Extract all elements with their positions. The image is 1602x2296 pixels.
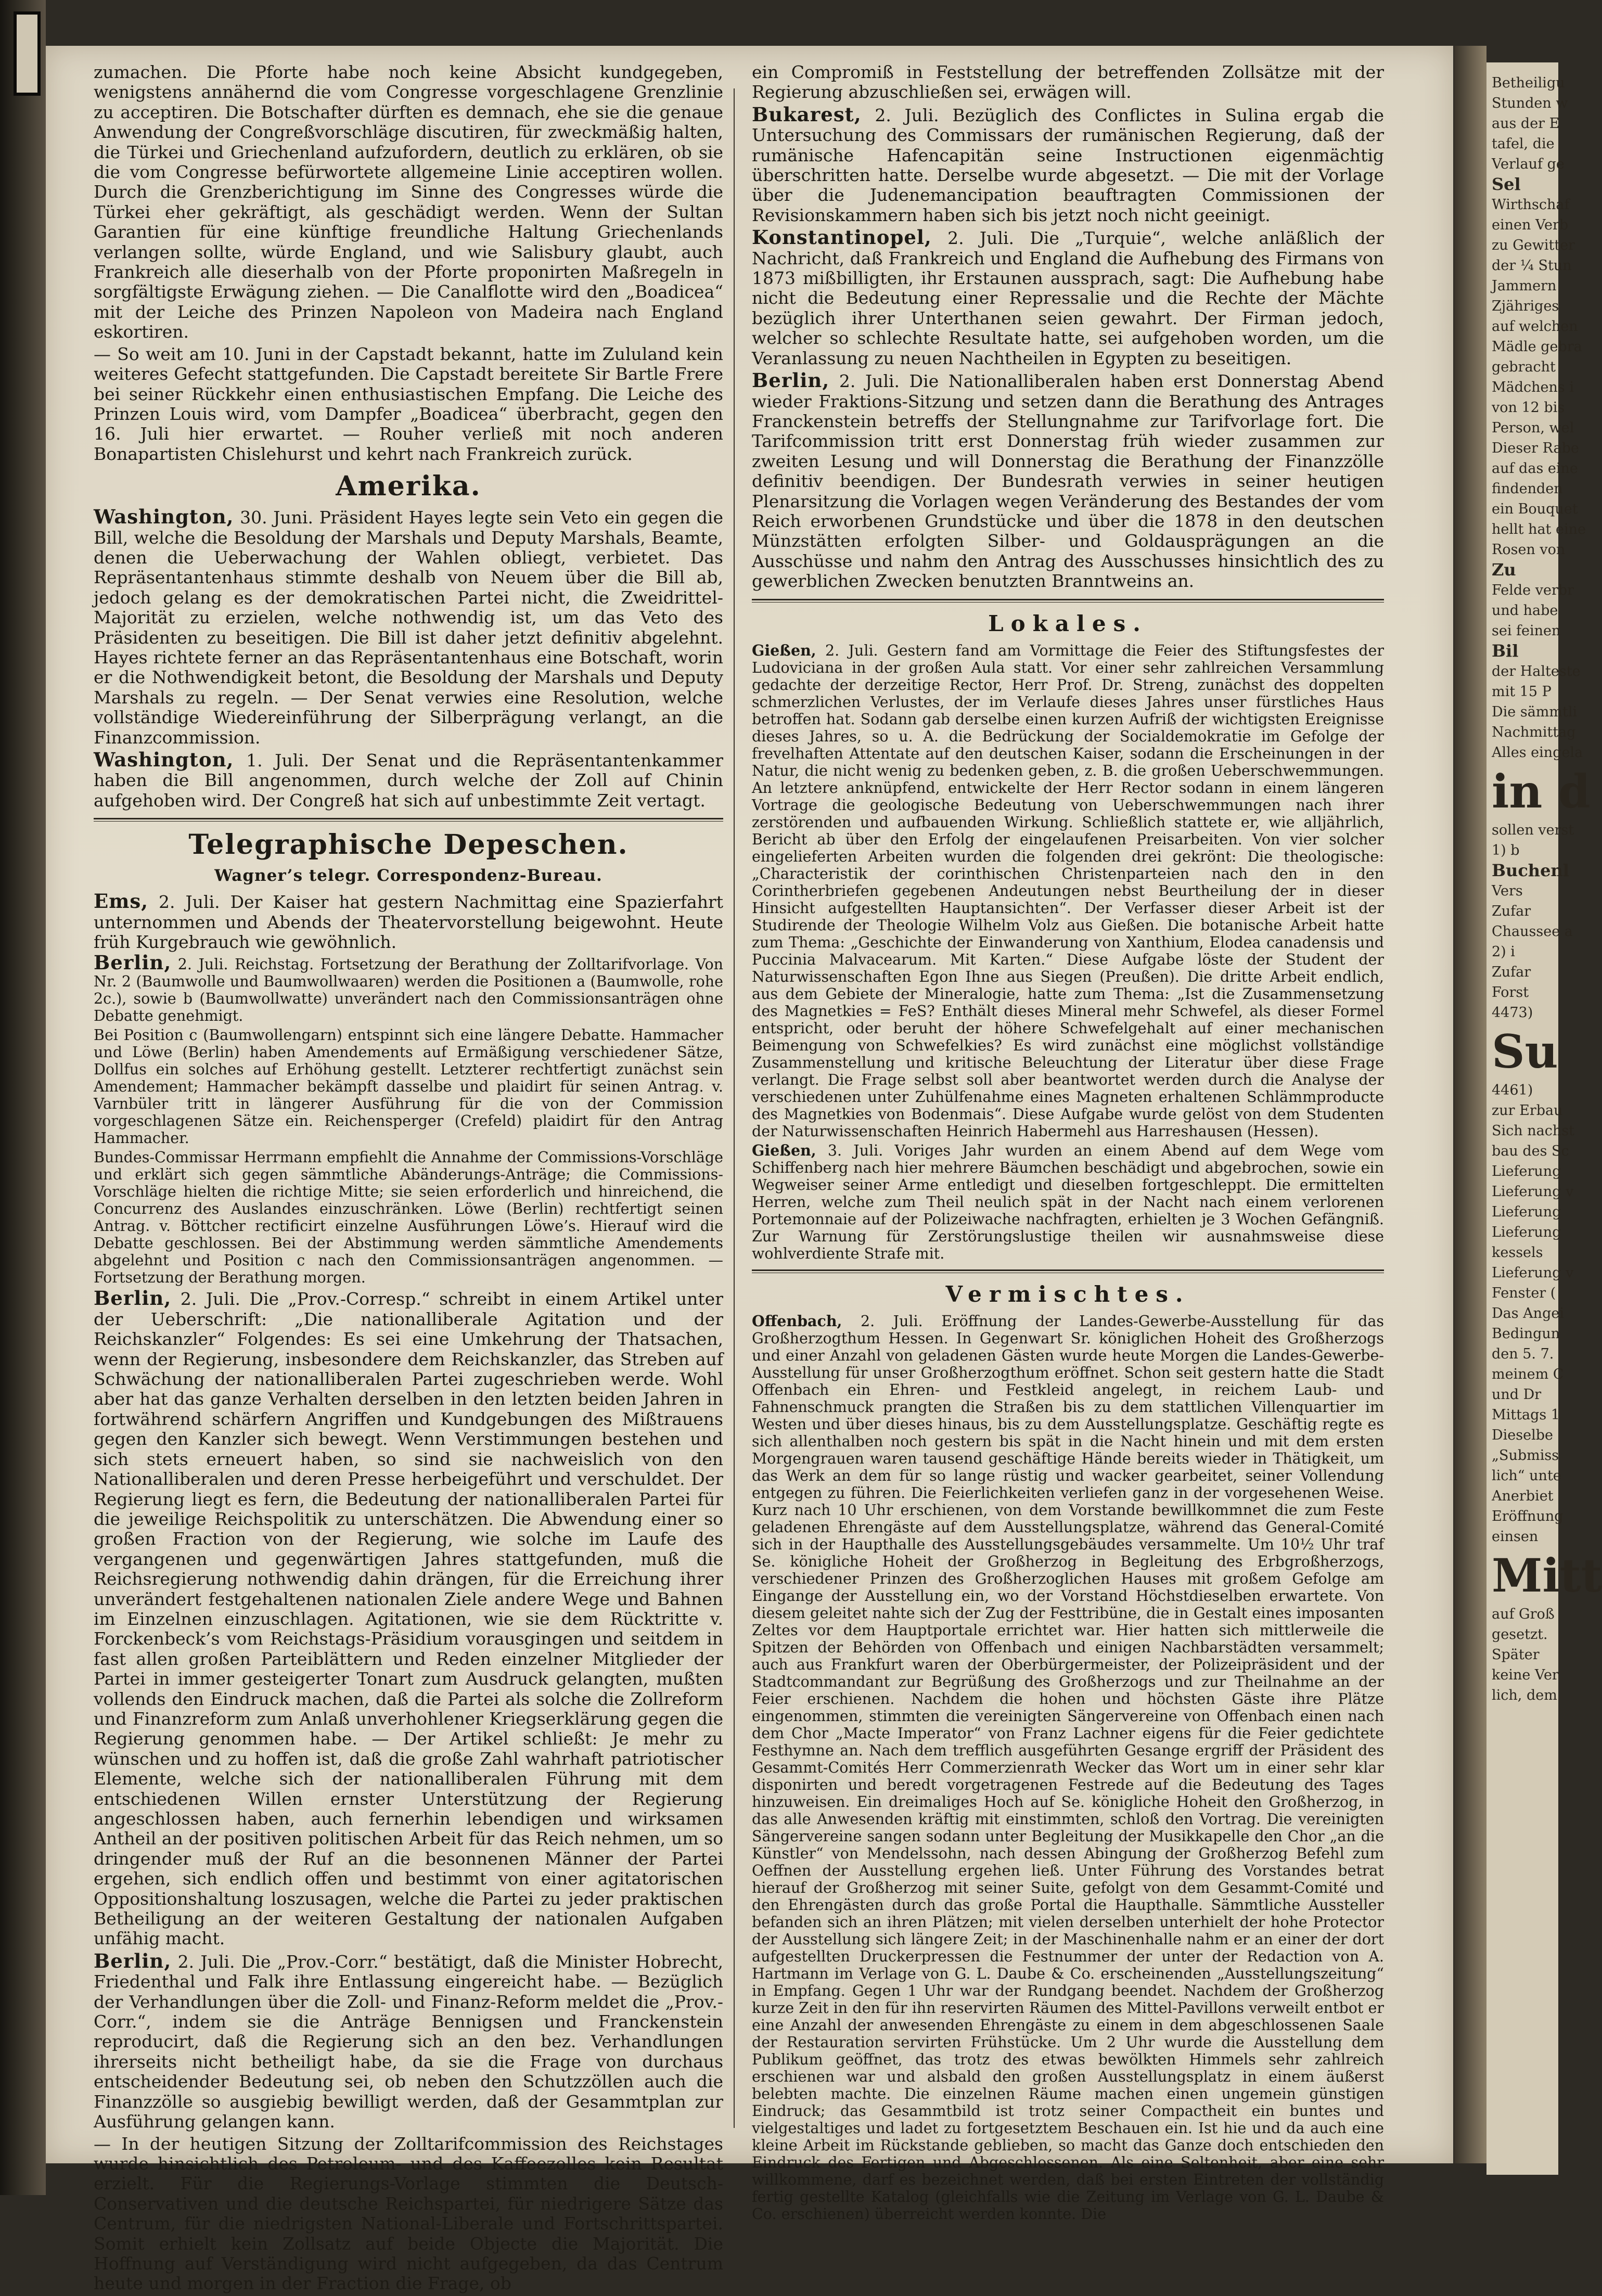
next-page-line: hellt hat eine [1492,521,1586,537]
next-page-line: Lieferung v [1492,1265,1574,1281]
next-page-line: von 12 bis [1492,400,1565,416]
next-page-line: 4461) [1492,1082,1533,1098]
next-page-line: ein Bouquet [1492,501,1578,517]
book-spine [0,0,46,2195]
dateline: Berlin, [94,1287,172,1310]
next-page-line: Felde verbr [1492,582,1574,598]
article-berlin-prov-corresp [94,1288,723,1948]
column-left [94,62,723,2296]
date: 2. Juli. [159,892,220,913]
next-page-line: 1) b [1492,842,1520,858]
section-subheading: Wagner’s telegr. Correspondenz-Bureau. [214,866,603,886]
next-page-line: sei feinen [1492,623,1561,639]
next-page-line: Das Angei [1492,1305,1564,1322]
article-washington-2 [94,750,723,811]
next-page-line: gebracht [1492,359,1556,375]
next-page-line: Person, wel [1492,420,1574,436]
article-text: 2. Juli. Gestern fand am Vormittage die Feier des Stiftungsfestes der Ludoviciana in der großen Aula statt. Vor einer sehr zahlreichen Versammlung gedachte der derzeitige Rector, Herr Prof. Dr. Streng, zunächst des doppelten schmerzlichen Verlustes, der im Verlaufe dieses Jahres unser fürstliches Haus betroffen hat. Sodann gab derselbe einen kurzen Aufriß der wichtigsten Ereignisse dieses Jahres, so u. A. die Bedrückung der Socialdemokratie im Gefolge der frevelhaften Attentate auf den deutschen Kaiser, sodann die Erscheinungen in der Natur, die nicht wenig zu bedenken geben, z. B. die großen Ueberschwemmungen. An letztere anknüpfend, entwickelte der Herr Rector sodann in einem längeren Vortrage die geologische Bedeutung von Ueberschwemmungen nach ihrer zerstörenden und aufbauenden Wirkung. Schließlich stattete er, wie alljährlich, Bericht ab über den Erfolg der eingelaufenen Preisarbeiten. Von vier solcher eingelieferten Arbeiten wurden die folgenden drei gekrönt: Die theologische: „Characteristik der corinthischen Christenparteien nach den in den Corintherbriefen gegebenen Andeutungen nebst Beurtheilung der in dieser Hinsicht aufgestellten Hauptansichten“. Der Verfasser dieser Arbeit ist der Studirende der Theologie Wilhelm Volz aus Gießen. Die botanische Arbeit hatte zum Thema: „Geschichte der Einwanderung von Xanthium, Elodea canadensis und Puccinia Malvacearum. Mit Karten.“ Diese Aufgabe löste der Student der Naturwissenschaften Egon Ihne aus Siegen (Preußen). Die dritte Arbeit endlich, aus dem Gebiete der Mineralogie, hatte zum Thema: „Ist die Zusammensetzung des Magnetkies = FeS? Enthält dieses Mineral mehr Schwefel, als dieser Formel entspricht, oder beruht der höhere Schwefelgehalt auf einer mechanischen Beimengung von Schwefelkies? Es wird zunächst eine möglichst vollständige Zusammenstellung und kritische Beleuchtung der Literatur über diese Frage verlangt. Die Frage selbst soll aber beantwortet werden durch die Analyse der verschiedenen unter Zuhülfenahme eines Magneten erhaltenen Schlämmproducte des Magnetkies von Bodenmais“. Diese Aufgabe wurde gelöst von dem Studenten der Naturwissenschaften Heinrich Habermehl aus Harreshausen (Hessen). [752,642,1384,1140]
article-text: 2. Juli. Bezüglich des Conflictes in Sulina ergab die Untersuchung des Commissars der rumänischen Regierung, daß der rumänische Hafencapitän seine Instructionen eigenmächtig überschritten hatte. Derselbe wurde abgesetzt. — Die mit der Vorlage über die Judenemancipation beauftragten Commissionen der Revisionskammern haben sich bis jetzt noch nicht geeinigt. [752,105,1384,225]
section-rule [752,1269,1384,1273]
next-page-line: mit 15 P [1492,684,1552,700]
article-text: Bei Position c (Baumwollengarn) entspinnt sich eine längere Debatte. Hammacher und Löwe (Berlin) haben Amendements auf Ermäßigung verschiedener Sätze, Dollfus ein solches auf Erhöhung gestellt. Letzterer rechtfertigt zunächst sein Amendement; Hammacher bekämpft dasselbe und plaidirt für seinen Antrag. v. Varnbüler tritt in längerer Ausführung für die von der Commission vorgeschlagenen Sätze ein. Reichensperger (Crefeld) plaidirt für den Antrag Hammacher. [94,1027,723,1147]
article-text: 2. Juli. Die Nationalliberalen haben erst Donnerstag Abend wieder Fraktions-Sitzung und setzen dann die Berathung des Antrages Franckenstein betreffs der Stellungnahme zur Tarifvorlage fort. Die Tarifcommission tritt erst Donnerstag früh wieder zusammen zur zweiten Lesung und will Donnerstag die Berathung der Finanzzölle definitiv beendigen. Der Bundesrath verwies in seiner heutigen Plenarsitzung die Vorlagen wegen Veränderung des Bestandes der vom Reich erworbenen Grundstücke und über die 1878 in den deutschen Münzstätten erfolgten Silber- und Goldausprägungen an die Ausschüsse und nahm den Antrag des Ausschusses hinsichtlich des zu gewerblichen Zwecken benutzten Branntweins an. [752,371,1384,592]
lokales-block [752,642,1384,1262]
next-page-line: Bil [1492,641,1519,661]
section-heading-vermischtes: Vermischtes. [945,1281,1190,1307]
section-heading-telegraphische-depeschen: Telegraphische Depeschen. [188,829,629,861]
next-page-line: Zu [1492,560,1516,580]
next-page-line: Wirthschaf [1492,197,1570,213]
next-page-line: Alles eingela [1492,745,1583,761]
section-heading-lokales: Lokales. [988,610,1148,636]
date: 30. Juni. [240,507,314,528]
next-page-line: meinem C [1492,1366,1564,1382]
next-page-line: Forst [1492,984,1529,1001]
next-page-line: Dieselbe [1492,1427,1553,1443]
article-giessen-1 [752,642,1384,1140]
next-page-line: Buchenl [1492,861,1569,880]
article-text: 3. Juli. Voriges Jahr wurden an einem Abend auf dem Wege vom Schiffenberg nach hier mehrere Bäumchen beschädigt und abgebrochen, sowie ein Wegweiser seiner Arme entledigt und dieselben fortgeschleppt. Die ermittelten Herren, welche zum Theil neulich spät in der Nacht nach einem verlorenen Portemonnaie auf der Polizeiwache nachfragten, erhielten je 3 Wochen Gefängniß. Zur Warnung für Zerstörungslustige theilen wir ausnahmsweise diese wohlverdiente Strafe mit. [752,1141,1384,1262]
dateline: Berlin, [94,1949,172,1972]
page-gutter [1454,46,1486,2163]
next-page-line: 4473) [1492,1005,1533,1021]
next-page-line: Dieser Rabe [1492,440,1579,456]
dateline: Washington, [94,748,234,771]
article-text: 2. Juli. Die „Prov.-Corresp.“ schreibt in einem Artikel unter der Ueberschrift: „Die nationalliberale Agitation und der Reichskanzler“ Folgendes: Es sei eine Umkehrung der Thatsachen, wenn der Regierung, insbesondere dem Reichskanzler, das Streben auf Schwächung der nationalliberalen Partei zugeschrieben werde. Wohl aber hat das ganze Verhalten derselben in den letzten beiden Jahren in fortwährend schärfern Angriffen und Kundgebungen des Mißtrauens gegen den Kanzler sich bewegt. Wenn Verstimmungen bestehen und sich stets erneuert haben, so sind sie nachweislich von den Nationalliberalen und deren Presse herbeigeführt und verschuldet. Der Regierung liegt es fern, die Bedeutung der nationalliberalen Partei für die jeweilige Reichspolitik zu unterschätzen. Die Abwendung einer so großen Fraction von der Regierung, wie solche im Laufe des vergangenen und gegenwärtigen Jahres stattgefunden, muß die Reichsregierung nothwendig dahin drängen, für die Erreichung ihrer unverändert festgehaltenen nationalen Ziele andere Wege und Bahnen im Einzelnen einzuschlagen. Agitationen, wie sie dem Rücktritte v. Forckenbeck’s vom Reichstags-Präsidium vorausgingen und seitdem in fast allen großen Parteiblättern und Reden einzelner Mitglieder der Partei in immer gesteigerter Tonart zum Ausdruck gelangten, mußten vollends den Eindruck machen, daß die Partei als solche die Zollreform und Finanzreform zum Anlaß unverhohlener Kriegserklärung gegen die Regierung genommen habe. — Der Artikel schließt: Je mehr zu wünschen und zu hoffen ist, daß die große Zahl wahrhaft patriotischer Elemente, welche sich der nationalliberalen Führung mit dem entschiedenen Willen ernster Unterstützung der Regierung angeschlossen haben, auch fernerhin lebendigen und wirksamen Antheil an der positiven politischen Arbeit für das Reich nehmen, um so dringender muß der Ruf an die besonnenen Männer der Partei ergehen, sich endlich offen und bestimmt von einer agitatorischen Oppositionshaltung loszusagen, welche die Partei zu jeder praktischen Betheiligung an der weiteren Gestaltung der nationalen Aufgaben unfähig macht. [94,1289,723,1949]
article-offenbach [752,1313,1384,2223]
date: 1. Juli. [246,750,310,771]
next-page-line: Lieferung [1492,1204,1561,1220]
next-page-line: Zufar [1492,903,1531,919]
next-page-line: bau des Sc [1492,1143,1569,1159]
next-page-line: Lieferung v [1492,1184,1574,1200]
next-page-line: zur Erbau [1492,1102,1563,1119]
next-page-line: auf welchen [1492,318,1578,335]
next-page-line: einsen [1492,1529,1539,1545]
next-page-line: der Halteste [1492,663,1581,679]
section-heading-amerika: Amerika. [336,470,481,503]
next-page-line: Fenster ( [1492,1285,1556,1301]
article-text: — So weit am 10. Juni in der Capstadt bekannt, hatte im Zululand kein weiteres Gefecht stattgefunden. Die Capstadt bereitete Sir Bartle Frere bei seiner Rückkehr einen enthusiastischen Empfang. Die Leiche des Prinzen Louis wird, vom Dampfer „Boadicea“ überbracht, gegen den 16. Juli hier erwartet. — Rouher verließ mit noch anderen Bonapartisten Chislehurst und kehrt nach Frankreich zurück. [94,343,723,464]
next-page-line: keine Ver [1492,1667,1559,1683]
next-page-line: Vers [1492,883,1523,899]
dateline: Berlin, [752,369,830,392]
article-text: Der Kaiser hat gestern Nachmittag eine Spazierfahrt unternommen und Abends der Theatervorstellung beigewohnt. Heute früh Kurgebrauch wie gewöhnlich. [94,892,723,953]
dateline: Gießen, [752,641,816,659]
dateline: Offenbach, [752,1312,842,1330]
next-page-line: tafel, die [1492,136,1555,152]
next-page-line: gesetzt. [1492,1626,1548,1643]
article-giessen-2 [752,1142,1384,1262]
next-page-line: findenden [1492,481,1563,497]
article-washington-1 [94,507,723,748]
article-text: Bundes-Commissar Herrmann empfiehlt die Annahme der Commissions-Vorschläge und erklärt sich gegen sämmtliche Abänderungs-Anträge; die Commissions-Vorschläge hielten die richtige Mitte; sie seien erforderlich und hinreichend, die Concurrenz des Auslandes einzuschränken. Löwe (Berlin) rechtfertigt seinen Antrag. v. Böttcher rectificirt einzelne Ausführungen Löwe’s. Hierauf wird die Debatte geschlossen. Bei der Abstimmung werden sämmtliche Amendements abgelehnt und Position c nach den Commissionsanträgen angenommen. — Fortsetzung der Berathung morgen. [94,1149,723,1287]
next-page-line: Sich nachst [1492,1123,1574,1139]
article-text: 2. Juli. Eröffnung der Landes-Gewerbe-Ausstellung für das Großherzogthum Hessen. In Gegenwart Sr. königlichen Hoheit des Großherzogs und einer Anzahl von geladenen Gästen wurde heute Morgen die Landes-Gewerbe-Ausstellung für unser Großherzogthum eröffnet. Schon seit gestern hatte die Stadt Offenbach ein Ehren- und Festkleid angelegt, in reichem Laub- und Fahnenschmuck prangten die Straßen bis zu dem stattlichen Villenquartier im Westen und über dieses hinaus, bis zu dem Ausstellungsplatze. Geschäftig regte es sich allenthalben noch gestern bis spät in die Nacht hinein und mit dem ersten Morgengrauen waren tausend geschäftige Hände bereits wieder in Thätigkeit, um das Werk an dem für so lange rüstig und wacker gearbeitet, seiner Vollendung entgegen zu führen. Die Feierlichkeiten verliefen ganz in der vorgesehenen Weise. Kurz nach 10 Uhr erschienen, von dem Vorstande bewillkommnet die zum Feste geladenen Ehrengäste auf dem Ausstellungsplatze, während das General-Comité sich in der Haupthalle des Ausstellungsgebäudes versammelte. Um 10½ Uhr traf Se. königliche Hoheit der Großherzog in Begleitung des Erbgroßherzogs, verschiedener Prinzen des Großherzoglichen Hauses mit großem Gefolge am Eingange der Ausstellung ein, wo der Vorstand Höchstdieselben erwartete. Von diesem geleitet nahte sich der Zug der Festtribüne, die in Gestalt eines imposanten Zeltes vor dem Hauptportale errichtet war. Hier hatten sich mittlerweile die Spitzen der Behörden von Offenbach und einigen Nachbarstädten versammelt; auch aus Frankfurt waren der Oberbürgermeister, der Polizeipräsident und der Stadtcommandant zur Begrüßung des Großherzogs und zur Theilnahme an der Feier erschienen. Nachdem die hohen und höchsten Gäste ihre Plätze eingenommen, stimmten die vereinigten Sängervereine von Offenbach einen nach dem Chor „Macte Imperator“ von Franz Lachner eigens für die Feier gedichtete Festhymne an. Nach dem trefflich ausgeführten Gesange ergriff der Präsident des Gesammt-Comités Herr Commerzienrath Wecker das Wort um in einer sehr klar disponirten und beredt vorgetragenen Festrede auf die Bedeutung des Tages hinzuweisen. Ein dreimaliges Hoch auf Se. königliche Hoheit den Großherzog, in das alle Anwesenden kräftig mit einstimmten, schloß den Vortrag. Die vereinigten Sängervereine sangen sodann unter Begleitung der Musikkapelle den Chor „an die Künstler“ von Mendelssohn, nach dessen Abingung der Großherzog Befehl zum Oeffnen der Ausstellung ergehen ließ. Unter Führung des Vorstandes betrat hierauf der Großherzog mit seiner Suite, gefolgt von dem Gesammt-Comité und den Ehrengästen durch das große Portal die Haupthalle. Sämmtliche Aussteller befanden sich an ihren Plätzen; mit vielen derselben unterhielt der hohe Protector der Ausstellung sich längere Zeit; in der Maschinenhalle nahm er an einer der dort aufgestellten Druckerpressen die Festnummer der unter der Redaction von A. Hartmann im Verlage von G. L. Daube & Co. erscheinenden „Ausstellungszeitung“ in Empfang. Gegen 1 Uhr war der Rundgang beendet. Nachdem der Großherzog kurze Zeit in den für ihn reservirten Räumen des Mittel-Pavillons verweilt entbot er eine Anzahl der anwesenden Ehrengäste zu einem in dem abgeschlossenen Saale der Restauration servirten Frühstücke. Um 2 Uhr wurde die Ausstellung dem Publikum geöffnet, das trotz des etwas bewölkten Himmels sehr zahlreich erschienen war und alsbald den großen Ausstellungsplatz in einem äußerst belebten machte. Die einzelnen Räume machen einen ungemein günstigen Eindruck; das Gesammtbild ist trotz seiner Compactheit ein buntes und vielgestaltiges und ladet zu fortgesetztem Beschauen ein. Ist hie und da auch eine kleine Arbeit im Rückstande geblieben, so macht das Ganze doch entschieden den Eindruck des Fertigen und Abgeschlossenen. Als eine Seltenheit, aber eine sehr willkommene, darf es bezeichnet werden, daß bei ersten Eintreten der vollständig fertig gestellte Katalog (gleichfalls wie die Zeitung im Verlage von G. L. Daube & Co. erschienen) überreicht werden konnte. Die [752,1312,1384,2223]
article-text: Der Senat und die Repräsentantenkammer haben die Bill angenommen, durch welche der Zoll auf Chinin aufgehoben wird. Der Congreß hat sich auf unbestimmte Zeit vertagt. [94,750,723,811]
next-page-line: 2) i [1492,944,1515,960]
next-page-line: Rosen von [1492,542,1566,558]
article-text: Präsident Hayes legte sein Veto ein gegen die Bill, welche die Besoldung der Marshals und Deputy Marshals, Beamte, denen die Ueberwachung der Wahlen obliegt, verbietet. Das Repräsentantenhaus stimmte deshalb von Neuem über die Bill ab, jedoch gelang es der demokratischen Partei nicht, die Zweidrittel-Majorität zu erzielen, welche nothwendig ist, um das Veto des Präsidenten zu beseitigen. Die Bill ist daher jetzt definitiv abgelehnt. Hayes richtete ferner an das Repräsentantenhaus eine Botschaft, worin er die Nothwendigkeit betont, die Besoldung der Marshals und Deputy Marshals zu regeln. — Der Senat verwies eine Resolution, welche vollständige Wiedereinführung der Silberprägung verlangt, an die Finanzcommission. [94,507,723,748]
article-text: — In der heutigen Sitzung der Zolltarifcommission des Reichstages wurde hinsichtlich des Petroleum- und des Kaffeezolles kein Resultat erzielt. Für die Regierungs-Vorlage stimmten die Deutsch-Conservativen und die deutsche Reichspartei, für niedrigere Sätze das Centrum, für die niedrigsten National-Liberale und Fortschrittspartei. Somit erhielt kein Zollsatz auf beide Objecte die Majorität. Die Hoffnung auf Verständigung wird nicht aufgegeben, da das Centrum heute und morgen in der Fraction die Frage, ob [94,2133,723,2294]
next-page-line: Lieferung [1492,1224,1561,1240]
article-berlin-nationalliberale [752,370,1384,591]
next-page-line: Verlauf ge [1492,156,1565,172]
next-page-line: Anerbiet [1492,1488,1554,1504]
next-page-line: Eröffnung [1492,1508,1563,1524]
next-page-line: den 5. 7. [1492,1346,1554,1362]
spine-label [14,11,41,96]
article-berlin-reichstag [94,951,724,1287]
next-page-line: Mädle gebra [1492,339,1582,355]
next-page-line: Zjähriges [1492,298,1559,314]
dateline: Washington, [94,505,234,529]
article-ems [94,891,723,952]
next-page-line: auf Groß [1492,1606,1555,1622]
article-text: 2. Juli. Die „Prov.-Corr.“ bestätigt, daß die Minister Hobrecht, Friedenthal und Falk ihre Entlassung eingereicht habe. — Bezüglich der Verhandlungen über die Zoll- und Finanz-Reform meldet die „Prov.-Corr.“, indem sie die Anträge Bennigsen und Franckenstein reproducirt, daß die Regierung sich an den bez. Verhandlungen ihrerseits nicht betheiligt habe, da sie die Frage von durchaus entscheidender Bedeutung sei, ob neben den Schutzzöllen auch die Finanzzölle so ausgiebig bewilligt werden, daß der Gesammtplan zur Ausführung gelangen kann. [94,1951,723,2132]
next-page-line: Jammern [1492,278,1557,294]
next-page-line: Su [1492,1024,1558,1079]
next-page-fragment [1486,62,1602,2175]
next-page-line: Nachmittag [1492,724,1576,740]
dateline: Berlin, [94,951,172,974]
next-page-line: Chaussee a [1492,923,1573,940]
next-page-line: der ¼ Stun [1492,258,1572,274]
next-page-line: Mittags 1 [1492,1407,1560,1423]
dateline: Bukarest, [752,102,862,126]
next-page-line: Betheiligu [1492,75,1565,91]
next-page-line: kessels [1492,1245,1543,1261]
next-page-line: Stunden w [1492,95,1568,111]
next-page-line: zu Gewitter [1492,237,1575,253]
next-page-line: Sel [1492,174,1521,194]
next-page-line: lich“ unte [1492,1468,1561,1484]
next-page-line: Mädchens i [1492,379,1574,395]
next-page-line: Bedingun [1492,1326,1560,1342]
vermischtes-block [752,1313,1384,2223]
next-page-line: und habe [1492,602,1558,619]
next-page-line: Später [1492,1647,1540,1663]
dateline: Ems, [94,890,149,913]
next-page-line: Die sämmtli [1492,704,1578,720]
article-text: ein Compromiß in Feststellung der betreffenden Zollsätze mit der Regierung abzuschließen sei, erwägen will. [752,62,1384,102]
dateline: Gießen, [752,1141,816,1159]
next-page-line: „Submiss [1492,1447,1559,1464]
next-page-line: Mitt [1492,1548,1602,1602]
dateline: Konstantinopel, [752,226,932,249]
article-text: 2. Juli. Reichstag. Fortsetzung der Berathung der Zolltarifvorlage. Von Nr. 2 (Baumwolle und Baumwollwaaren) werden die Positionen a (Baumwolle, rohe 2c.), sowie b (Baumwollwatte) unverändert nach den Commissionsanträgen ohne Debatte genehmigt. [94,956,724,1025]
article-text: 2. Juli. Die „Turquie“, welche anläßlich der Nachricht, daß Frankreich und England die Aufhebung des Firmans von 1873 mißbilligten, ihr Erstaunen aussprach, sagt: Die Aufhebung habe nicht die Bedeutung einer Repressalie und die Rechte der Mächte bezüglich ihrer Unterthanen seien gewahrt. Der Firman jedoch, welcher so schlechte Resultate hatte, sei aufgehoben worden, um die Veranlassung zu neuen Nachtheilen in Egypten zu beseitigen. [752,228,1384,368]
column-right [752,62,1384,2225]
column-divider [734,88,735,2128]
article-berlin-minister [94,1951,723,2132]
next-page-text [1486,62,1602,1705]
next-page-line: Zufar [1492,964,1531,980]
section-rule [94,818,723,822]
next-page-line: in d [1492,764,1591,818]
article-text: zumachen. Die Pforte habe noch keine Absicht kundgegeben, wenigstens annähernd die vom Congresse vorgeschlagene Grenzlinie zu acceptiren. Die Botschafter dürften es demnach, ehe sie die genaue Anwendung der Congreßvorschläge discutiren, für zweckmäßig halten, die Türkei und Griechenland aufzufordern, deutlich zu erklären, ob sie die vom Congresse befürwortete allgemeine Linie acceptiren wollen. Durch die Grenzberichtigung im Sinne des Congresses würde die Türkei eher gekräftigt, als geschädigt werden. Wenn der Sultan Garantien für eine künftige freundliche Haltung Griechenlands verlangen sollte, würde England, und wie Salisbury glaubt, auch Frankreich alle dieserhalb von der Pforte proponirten Maßregeln in sorgfältigste Erwägung ziehen. — Die Canalflotte wird den „Boadicea“ mit der Leiche des Prinzen Napoleon von Madeira nach England eskortiren. [94,62,723,342]
section-rule [752,599,1384,602]
next-page-line: aus der E [1492,116,1560,132]
next-page-line: sollen verst [1492,822,1574,838]
next-page-line: einen Verb [1492,217,1569,233]
next-page-line: auf das eine [1492,460,1578,477]
next-page-line: und Dr [1492,1387,1542,1403]
next-page-line: Lieferung [1492,1163,1561,1179]
article-konstantinopel [752,227,1384,368]
article-bukarest [752,102,1384,225]
next-page-line: lich, dem [1492,1687,1557,1703]
